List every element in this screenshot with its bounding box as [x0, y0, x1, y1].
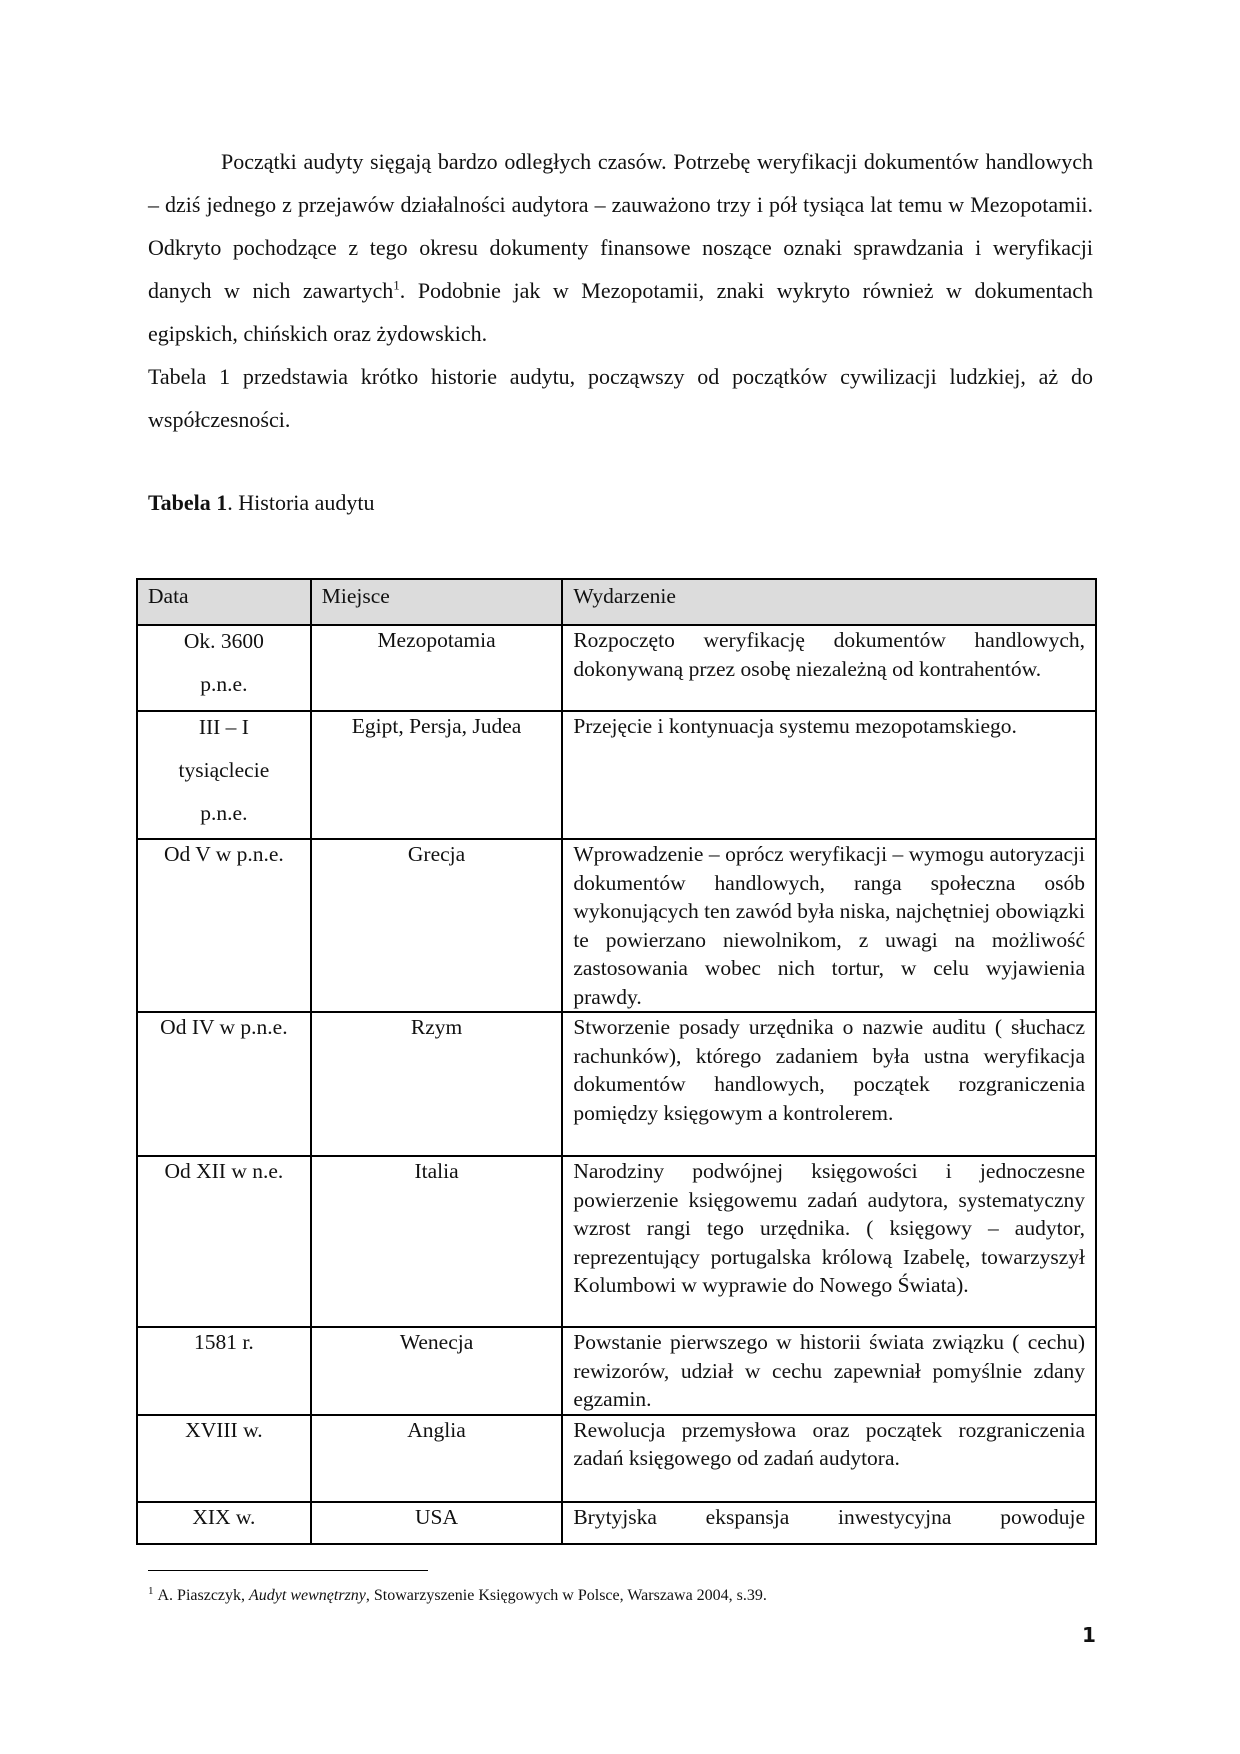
table-intro-paragraph: Tabela 1 przedstawia krótko historie audytu, począwszy od początków cywilizacji ludzkiej, aż do współczesności.	[148, 364, 1093, 432]
table-header-row	[137, 579, 1096, 625]
footnote-separator	[148, 1570, 428, 1571]
table-row	[137, 1415, 1096, 1502]
date-line: III – I	[198, 715, 249, 739]
cell-date	[137, 711, 311, 839]
table-row	[137, 625, 1096, 711]
cell-event: Narodziny podwójnej księgowości i jednoczesne powierzenie księgowemu zadań audytora, systematyczny wzrost rangi tego urzędnika. ( księgowy – audytor, reprezentujący portugalska królową Izabelę, towarzyszył Kolumbowi w wyprawie do Nowego Świata).	[562, 1156, 1096, 1327]
header-date: Data	[137, 579, 311, 625]
table-row	[137, 839, 1096, 1012]
cell-event: Powstanie pierwszego w historii świata związku ( cechu) rewizorów, udział w cechu zapewniał pomyślnie zdany egzamin.	[562, 1327, 1096, 1415]
date-line: tysiąclecie	[178, 758, 270, 782]
cell-event: Brytyjska ekspansja inwestycyjna powoduje	[562, 1502, 1096, 1544]
date-line: Ok. 3600	[183, 629, 264, 653]
cell-date: Od V w p.n.e.	[137, 839, 311, 1012]
table-row	[137, 1012, 1096, 1156]
intro-paragraphs	[148, 140, 1093, 441]
cell-date: Od IV w p.n.e.	[137, 1012, 311, 1156]
cell-date	[137, 625, 311, 711]
cell-place: Egipt, Persja, Judea	[311, 711, 563, 839]
footnote-number: 1	[148, 1585, 154, 1597]
footnote-reference[interactable]: 1	[393, 277, 400, 293]
date-line: p.n.e.	[200, 801, 248, 825]
cell-event: Rozpoczęto weryfikację dokumentów handlowych, dokonywaną przez osobę niezależną od kontrahentów.	[562, 625, 1096, 711]
cell-place: USA	[311, 1502, 563, 1544]
cell-date: Od XII w n.e.	[137, 1156, 311, 1327]
cell-event: Rewolucja przemysłowa oraz początek rozgraniczenia zadań księgowego od zadań audytora.	[562, 1415, 1096, 1502]
cell-place: Grecja	[311, 839, 563, 1012]
footnote-publisher: , Stowarzyszenie Księgowych w Polsce, Warszawa 2004, s.39.	[365, 1587, 767, 1604]
cell-place: Wenecja	[311, 1327, 563, 1415]
cell-place: Italia	[311, 1156, 563, 1327]
table-caption-title: . Historia audytu	[227, 490, 375, 515]
cell-date: XVIII w.	[137, 1415, 311, 1502]
intro-text-continued: . Podobnie jak w Mezopotamii, znaki wykryto również w dokumentach egipskich, chińskich oraz żydowskich.	[148, 278, 1093, 346]
cell-event: Wprowadzenie – oprócz weryfikacji – wymogu autoryzacji dokumentów handlowych, ranga społeczna osób wykonujących ten zawód była niska, najchętniej obowiązki te powierzano niewolnikom, z uwagi na możliwość zastosowania wobec nich tortur, w celu wyjawienia prawdy.	[562, 839, 1096, 1012]
intro-paragraph	[148, 140, 1093, 355]
footnote-title: Audyt wewnętrzny	[249, 1587, 366, 1604]
table-caption	[148, 488, 375, 518]
intro-text: Początki audyty sięgają bardzo odległych czasów. Potrzebę weryfikacji dokumentów handlowych – dziś jednego z przejawów działalności audytora – zauważono trzy i pół tysiąca lat temu w Mezopotamii. Odkryto pochodzące z tego okresu dokumenty finansowe noszące oznaki sprawdzania i weryfikacji danych w nich zawartych	[148, 149, 1093, 303]
header-place: Miejsce	[311, 579, 563, 625]
date-line: p.n.e.	[200, 672, 248, 696]
table-row	[137, 1156, 1096, 1327]
audit-history-table	[136, 578, 1097, 1545]
cell-place: Anglia	[311, 1415, 563, 1502]
table-caption-label: Tabela 1	[148, 490, 228, 515]
cell-event: Przejęcie i kontynuacja systemu mezopotamskiego.	[562, 711, 1096, 839]
table-row	[137, 1502, 1096, 1544]
header-event: Wydarzenie	[562, 579, 1096, 625]
cell-date: 1581 r.	[137, 1327, 311, 1415]
footnote	[148, 1580, 767, 1607]
table-row	[137, 711, 1096, 839]
page-number: 1	[1082, 1623, 1096, 1647]
cell-place: Rzym	[311, 1012, 563, 1156]
cell-date: XIX w.	[137, 1502, 311, 1544]
table-row	[137, 1327, 1096, 1415]
cell-place: Mezopotamia	[311, 625, 563, 711]
cell-event: Stworzenie posady urzędnika o nazwie auditu ( słuchacz rachunków), którego zadaniem była ustna weryfikacja dokumentów handlowych, początek rozgraniczenia pomiędzy księgowym a kontrolerem.	[562, 1012, 1096, 1156]
footnote-author: A. Piaszczyk,	[157, 1587, 250, 1604]
